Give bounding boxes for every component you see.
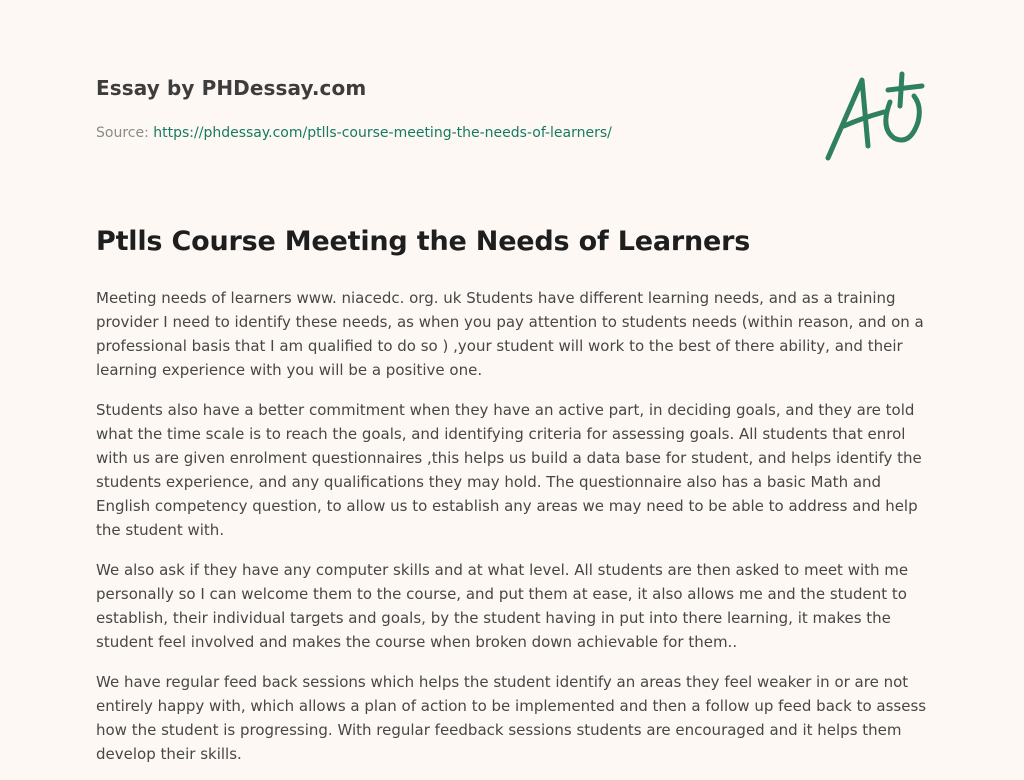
paragraph: We have regular feed back sessions which helps the student identify an areas they feel weaker in or are not entirely happy with, which allows a plan of action to be implemented and then a follow up feed back to assess how the student is progressing. With regular feedback sessions students are encouraged and it helps them develop their skills.: [96, 673, 927, 763]
a-plus-logo-icon: [818, 66, 930, 166]
brand-title: Essay by PHDessay.com: [96, 76, 367, 100]
source-label: Source:: [96, 125, 149, 141]
paragraph: Meeting needs of learners www. niacedc. org. uk Students have different learning needs, and as a training provider I need to identify these needs, as when you pay attention to students needs (within reason, and on a professional basis that I am qualified to do so ) ,your student will work to the best of there ability, and their learning experience with you will be a positive one.: [96, 289, 924, 379]
paragraph: Students also have a better commitment when they have an active part, in deciding goals, and they are told what the time scale is to reach the goals, and identifying criteria for assessing goals. All students that enrol with us are given enrolment questionnaires ,this helps us build a data base for student, and helps identify the students experience, and any qualifications they may hold. The questionnaire also has a basic Math and English competency question, to allow us to establish any areas we may need to be able to address and help the student with.: [96, 401, 922, 539]
source-line: [96, 125, 612, 141]
source-link[interactable]: https://phdessay.com/ptlls-course-meeting-the-needs-of-learners/: [153, 125, 612, 141]
essay-body: [96, 286, 934, 780]
page-title: Ptlls Course Meeting the Needs of Learners: [96, 226, 751, 257]
paragraph: We also ask if they have any computer skills and at what level. All students are then asked to meet with me personally so I can welcome them to the course, and put them at ease, it also allows me and the student to establish, their individual targets and goals, by the student having in put into there learning, it makes the student feel involved and makes the course when broken down achievable for them..: [96, 561, 909, 651]
